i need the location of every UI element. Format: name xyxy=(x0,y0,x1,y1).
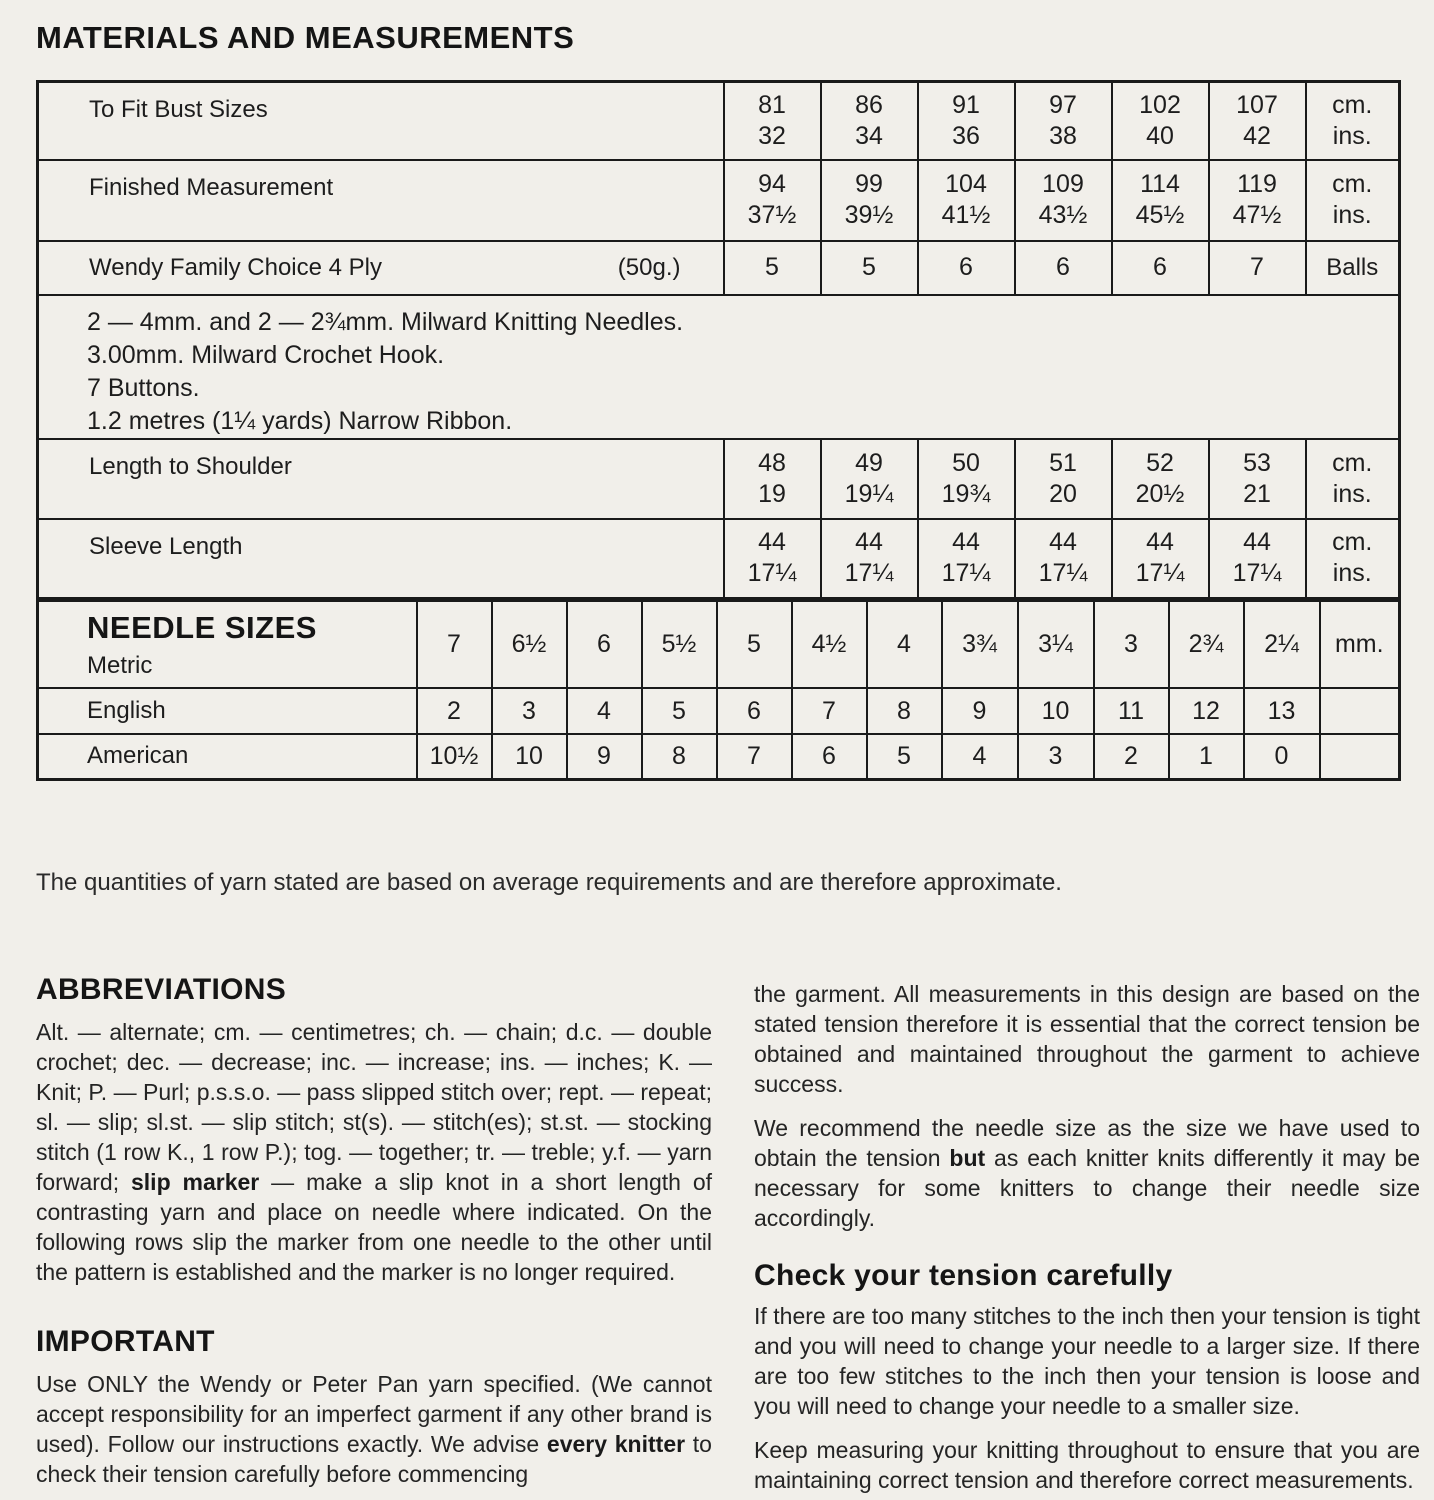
metric-size-cell: 2¼ xyxy=(1244,601,1320,688)
value-cm: 109 xyxy=(1042,170,1084,198)
metric-unit-cell: mm. xyxy=(1320,601,1400,688)
shoulder-cell xyxy=(724,439,821,519)
value-ins: 20 xyxy=(1049,479,1077,508)
american-row-label: American xyxy=(38,734,417,779)
value-cm: 44 xyxy=(952,528,980,557)
american-size-cell: 4 xyxy=(942,734,1018,779)
bust-row-label: To Fit Bust Sizes xyxy=(38,82,724,160)
keep-measuring-paragraph: Keep measuring your knitting throughout to ensure that you are maintaining correct tension and therefore correct measurements. xyxy=(754,1436,1420,1493)
value-ins: 19 xyxy=(758,479,786,508)
unit-cm: cm. xyxy=(1332,90,1373,119)
english-size-cell: 11 xyxy=(1094,688,1169,734)
metric-size-cell: 3¼ xyxy=(1018,601,1094,688)
sleeve-cell xyxy=(918,519,1015,599)
value-cm: 81 xyxy=(758,90,786,119)
finished-cell xyxy=(1112,160,1209,241)
value-ins: 36 xyxy=(952,121,980,150)
value-ins: 34 xyxy=(855,121,883,150)
unit-cell xyxy=(1306,439,1400,519)
value-cm: 53 xyxy=(1243,448,1271,477)
american-size-cell: 10 xyxy=(492,734,567,779)
finished-row-label: Finished Measurement xyxy=(38,160,724,241)
value-cm: 99 xyxy=(855,170,883,198)
balls-cell: 6 xyxy=(1015,241,1112,295)
unit-cm: cm. xyxy=(1332,528,1373,557)
materials-list xyxy=(38,295,1400,439)
unit-ins: ins. xyxy=(1332,479,1372,508)
value-cm: 44 xyxy=(1146,528,1174,557)
value-cm: 44 xyxy=(1243,528,1271,557)
value-cm: 94 xyxy=(758,170,786,198)
american-size-cell: 9 xyxy=(567,734,642,779)
english-size-cell: 7 xyxy=(792,688,867,734)
bust-size-cell xyxy=(1112,82,1209,160)
row-needle-metric xyxy=(38,601,1400,688)
column-gutter xyxy=(712,973,754,1500)
unit-cm: cm. xyxy=(1332,170,1373,198)
english-size-cell: 6 xyxy=(717,688,792,734)
materials-line: 3.00mm. Milward Crochet Hook. xyxy=(87,340,445,369)
metric-size-cell: 6½ xyxy=(492,601,567,688)
english-size-cell: 9 xyxy=(942,688,1018,734)
unit-ins: ins. xyxy=(1332,201,1372,229)
shoulder-cell xyxy=(1209,439,1306,519)
row-materials xyxy=(38,295,1400,439)
value-ins: 17¼ xyxy=(747,559,797,588)
value-ins: 42 xyxy=(1243,121,1271,150)
bust-size-cell xyxy=(724,82,821,160)
value-cm: 51 xyxy=(1049,448,1077,477)
yarn-quantities-note: The quantities of yarn stated are based on average requirements and are therefore approximate. xyxy=(36,868,1062,896)
important-paragraph xyxy=(36,1369,712,1489)
value-ins: 19¾ xyxy=(941,479,991,508)
english-size-cell: 12 xyxy=(1169,688,1244,734)
value-cm: 114 xyxy=(1140,170,1180,198)
row-needle-american xyxy=(38,734,1400,779)
value-ins: 39½ xyxy=(844,201,894,229)
shoulder-row-label: Length to Shoulder xyxy=(38,439,724,519)
unit-ins: ins. xyxy=(1332,559,1372,588)
recommendation-text: as each knitter knits differently it may be necessary for some knitters to change their needle size accordingly. xyxy=(754,1144,1421,1231)
abbreviations-paragraph xyxy=(36,1017,712,1287)
value-ins: 17¼ xyxy=(1038,559,1088,588)
row-finished-measurement xyxy=(38,160,1400,241)
metric-size-cell: 4½ xyxy=(792,601,867,688)
value-ins: 20½ xyxy=(1135,479,1185,508)
important-heading: IMPORTANT xyxy=(36,1324,215,1358)
value-cm: 91 xyxy=(952,90,980,119)
metric-size-cell: 7 xyxy=(417,601,492,688)
yarn-name: Wendy Family Choice 4 Ply xyxy=(89,253,382,281)
metric-size-cell: 3¾ xyxy=(942,601,1018,688)
shoulder-cell xyxy=(821,439,918,519)
value-cm: 44 xyxy=(855,528,883,557)
important-text: Use ONLY the Wendy or Peter Pan yarn specified. (We cannot accept responsibility for an imperfect garment if any other brand is used). Follow our instructions exactly. We advise xyxy=(36,1370,712,1457)
english-size-cell: 13 xyxy=(1244,688,1320,734)
materials-line: 1.2 metres (1¼ yards) Narrow Ribbon. xyxy=(87,406,513,435)
sleeve-cell xyxy=(821,519,918,599)
value-cm: 48 xyxy=(758,448,786,477)
balls-cell: 5 xyxy=(724,241,821,295)
sleeve-row-label: Sleeve Length xyxy=(38,519,724,599)
shoulder-cell xyxy=(918,439,1015,519)
value-ins: 17¼ xyxy=(844,559,894,588)
unit-cell xyxy=(1306,519,1400,599)
sleeve-cell xyxy=(1112,519,1209,599)
every-knitter-bold: every knitter xyxy=(546,1430,686,1457)
english-size-cell: 10 xyxy=(1018,688,1094,734)
needle-size-recommendation-paragraph xyxy=(754,1113,1420,1233)
metric-size-cell: 5 xyxy=(717,601,792,688)
metric-size-cell: 4 xyxy=(867,601,942,688)
tension-intro-paragraph: the garment. All measurements in this design are based on the stated tension therefore it is essential that the correct tension be obtained and maintained throughout the garment to achieve success. xyxy=(754,980,1420,1097)
row-sleeve-length xyxy=(38,519,1400,599)
value-cm: 50 xyxy=(952,448,980,477)
row-length-to-shoulder xyxy=(38,439,1400,519)
unit-cell xyxy=(1306,82,1400,160)
american-size-cell: 2 xyxy=(1094,734,1169,779)
balls-cell: 6 xyxy=(918,241,1015,295)
row-bust-sizes xyxy=(38,82,1400,160)
american-size-cell: 8 xyxy=(642,734,717,779)
value-cm: 86 xyxy=(855,90,883,119)
value-ins: 38 xyxy=(1049,121,1077,150)
value-ins: 17¼ xyxy=(1135,559,1185,588)
metric-size-cell: 2¾ xyxy=(1169,601,1244,688)
materials-line: 2 — 4mm. and 2 — 2¾mm. Milward Knitting Needles. xyxy=(87,307,684,336)
bust-size-cell xyxy=(918,82,1015,160)
left-text-column xyxy=(36,973,712,1500)
english-size-cell: 2 xyxy=(417,688,492,734)
yarn-row-label xyxy=(38,241,724,295)
page-title: MATERIALS AND MEASUREMENTS xyxy=(36,20,575,55)
bust-size-cell xyxy=(1015,82,1112,160)
value-cm: 49 xyxy=(855,448,883,477)
american-size-cell: 1 xyxy=(1169,734,1244,779)
value-cm: 44 xyxy=(1049,528,1077,557)
value-cm: 107 xyxy=(1236,90,1278,119)
balls-cell: 7 xyxy=(1209,241,1306,295)
american-size-cell: 5 xyxy=(867,734,942,779)
sleeve-cell xyxy=(1015,519,1112,599)
english-unit-cell-empty xyxy=(1320,688,1400,734)
sleeve-cell xyxy=(1209,519,1306,599)
american-size-cell: 6 xyxy=(792,734,867,779)
recommendation-text: We recommend the needle size as the size we have used to obtain the tension xyxy=(754,1114,1420,1171)
needle-sizes-table xyxy=(36,600,1401,781)
yarn-ball-weight: (50g.) xyxy=(617,253,681,281)
needle-sizes-title: NEEDLE SIZES xyxy=(87,610,317,645)
row-needle-english xyxy=(38,688,1400,734)
slip-marker-bold: slip marker xyxy=(131,1168,260,1195)
shoulder-cell xyxy=(1015,439,1112,519)
balls-cell: 6 xyxy=(1112,241,1209,295)
abbreviations-heading: ABBREVIATIONS xyxy=(36,972,287,1006)
value-cm: 119 xyxy=(1237,170,1277,198)
value-ins: 32 xyxy=(758,121,786,150)
abbreviations-text: — make a slip knot in a short length of contrasting yarn and place on needle where indicated. On the following rows slip the marker from one needle to the other until the pattern is established and the marker is no longer required. xyxy=(36,1168,713,1285)
materials-measurements-table xyxy=(36,80,1401,600)
value-cm: 102 xyxy=(1139,90,1181,119)
sleeve-cell xyxy=(724,519,821,599)
value-cm: 104 xyxy=(945,170,987,198)
american-size-cell: 7 xyxy=(717,734,792,779)
needle-sizes-header-cell xyxy=(38,601,417,688)
text-columns xyxy=(36,973,1420,1500)
bust-size-cell xyxy=(1209,82,1306,160)
english-size-cell: 5 xyxy=(642,688,717,734)
english-size-cell: 4 xyxy=(567,688,642,734)
metric-size-cell: 5½ xyxy=(642,601,717,688)
value-ins: 43½ xyxy=(1038,201,1088,229)
american-size-cell: 10½ xyxy=(417,734,492,779)
value-ins: 45½ xyxy=(1135,201,1185,229)
bust-size-cell xyxy=(821,82,918,160)
but-bold: but xyxy=(949,1144,986,1171)
unit-ins: ins. xyxy=(1332,121,1372,150)
tension-advice-paragraph: If there are too many stitches to the inch then your tension is tight and you will need to change your needle to a larger size. If there are too few stitches to the inch then your tension is loose and you will need to change your needle to a smaller size. xyxy=(754,1302,1420,1419)
value-ins: 17¼ xyxy=(941,559,991,588)
materials-line: 7 Buttons. xyxy=(87,373,200,402)
value-cm: 97 xyxy=(1049,90,1077,119)
unit-balls: Balls xyxy=(1306,241,1400,295)
finished-cell xyxy=(1209,160,1306,241)
value-ins: 37½ xyxy=(747,201,797,229)
check-tension-heading: Check your tension carefully xyxy=(754,1258,1173,1292)
value-cm: 44 xyxy=(758,528,786,557)
english-row-label: English xyxy=(38,688,417,734)
value-ins: 21 xyxy=(1243,479,1271,508)
metric-row-label: Metric xyxy=(87,652,153,679)
abbreviations-text: Alt. — alternate; cm. — centimetres; ch. — chain; d.c. — double crochet; dec. — decrease; inc. — increase; ins. — inches; K. — Knit; P. — Purl; p.s.s.o. — pass slipped stitch over; rept. — repeat; sl. — slip; sl.st. — slip stitch; st(s). — stitch(es); st.st. — stocking stitch (1 row K., 1 row P.); tog. — together; tr. — treble; y.f. — yarn forward; xyxy=(36,1018,712,1195)
value-ins: 40 xyxy=(1146,121,1174,150)
american-size-cell: 3 xyxy=(1018,734,1094,779)
finished-cell xyxy=(821,160,918,241)
american-unit-cell-empty xyxy=(1320,734,1400,779)
row-yarn-balls xyxy=(38,241,1400,295)
value-ins: 19¼ xyxy=(844,479,894,508)
english-size-cell: 3 xyxy=(492,688,567,734)
unit-cell xyxy=(1306,160,1400,241)
american-size-cell: 0 xyxy=(1244,734,1320,779)
metric-size-cell: 3 xyxy=(1094,601,1169,688)
value-ins: 47½ xyxy=(1232,201,1282,229)
important-text: to check their tension carefully before commencing xyxy=(36,1430,712,1487)
finished-cell xyxy=(918,160,1015,241)
balls-cell: 5 xyxy=(821,241,918,295)
value-ins: 17¼ xyxy=(1232,559,1282,588)
right-text-column xyxy=(754,973,1420,1500)
shoulder-cell xyxy=(1112,439,1209,519)
english-size-cell: 8 xyxy=(867,688,942,734)
value-ins: 41½ xyxy=(941,201,991,229)
finished-cell xyxy=(1015,160,1112,241)
unit-cm: cm. xyxy=(1332,448,1373,477)
value-cm: 52 xyxy=(1146,448,1174,477)
metric-size-cell: 6 xyxy=(567,601,642,688)
finished-cell xyxy=(724,160,821,241)
